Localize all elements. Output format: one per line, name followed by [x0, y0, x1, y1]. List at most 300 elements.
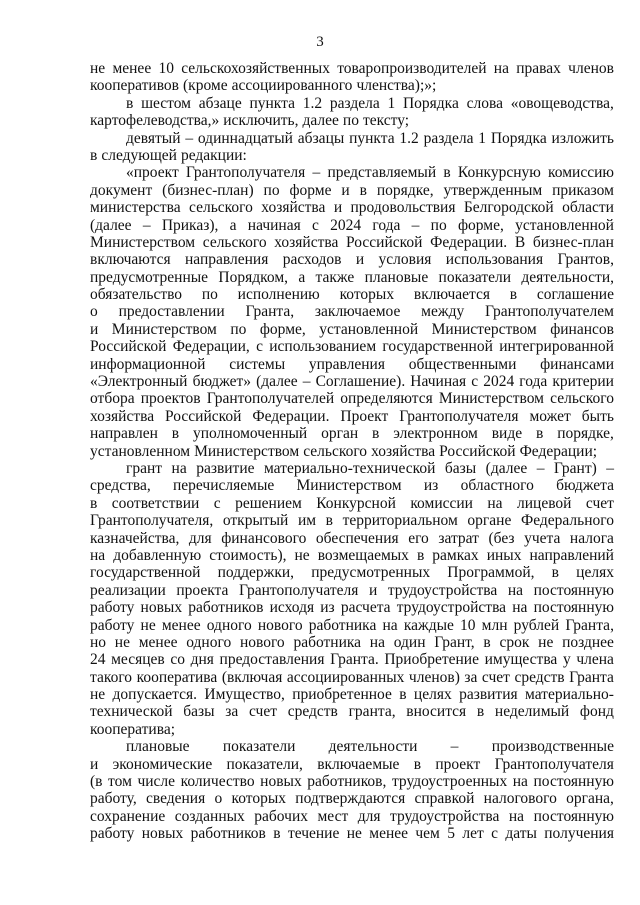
word: Министерством — [296, 477, 402, 495]
word: Программой, — [447, 564, 535, 582]
word: развития — [459, 686, 518, 704]
word: расходов — [282, 251, 342, 269]
word: сельского — [189, 199, 253, 217]
word: – — [536, 459, 545, 477]
word: том — [108, 773, 132, 791]
word: проект — [435, 755, 481, 773]
word: работников — [190, 825, 266, 843]
word: иных — [486, 546, 522, 564]
word: получения — [544, 825, 614, 843]
word: не — [538, 633, 554, 651]
text-line — [90, 651, 614, 668]
word: 1.2 — [302, 94, 323, 112]
word: комиссии — [410, 494, 473, 512]
word: девятый — [126, 129, 181, 147]
word: абзацы — [297, 129, 345, 147]
word: развитие — [196, 459, 255, 477]
word: трудоустроенных — [391, 773, 508, 791]
text-line — [90, 182, 614, 199]
word: предоставлении — [118, 303, 225, 321]
word: абзаце — [198, 94, 242, 112]
word: раздела — [329, 94, 380, 112]
word: года — [519, 373, 548, 391]
word: ассоциированного — [231, 77, 353, 95]
word: Российской — [165, 407, 242, 425]
word: средства, — [90, 477, 151, 495]
text-line — [90, 269, 614, 286]
text-line — [90, 738, 614, 755]
word: Грантополучателем — [485, 303, 614, 321]
word: из — [423, 477, 439, 495]
word: в — [126, 94, 134, 112]
word: в — [483, 633, 491, 651]
word: рамках — [432, 546, 479, 564]
word: млн — [481, 616, 508, 634]
word: – — [411, 216, 420, 234]
word: – — [185, 129, 194, 147]
word: менее — [369, 825, 409, 843]
text-line — [90, 547, 614, 564]
word: менее — [112, 60, 152, 77]
word: начиная — [247, 216, 301, 234]
word: соглашение — [536, 286, 614, 304]
word: работу, — [90, 790, 137, 808]
word: пункта — [349, 129, 395, 147]
word: финансами — [540, 355, 614, 373]
word: постоянную — [533, 581, 614, 599]
text-line — [90, 686, 614, 703]
word: и — [90, 755, 99, 773]
word: (кроме — [183, 77, 228, 95]
word: деятельности, — [521, 268, 614, 286]
word: «Электронный — [90, 373, 188, 391]
word: «овощеводства, — [510, 94, 614, 112]
word: количество — [180, 773, 255, 791]
word: а — [298, 268, 306, 286]
word: на — [171, 459, 187, 477]
text-line — [90, 356, 614, 373]
word: каждые — [403, 616, 454, 634]
word: за — [464, 668, 478, 686]
text-line — [90, 790, 614, 807]
word: на — [382, 616, 398, 634]
word: органе — [467, 512, 512, 530]
word: материально- — [525, 686, 614, 704]
word: Конкурсную — [457, 164, 541, 182]
text-line — [90, 373, 614, 390]
word: финансового — [221, 529, 307, 547]
word: с — [213, 494, 221, 512]
word: по — [342, 112, 359, 130]
word: Грантополучателя — [185, 164, 306, 182]
word: редакции: — [180, 146, 247, 164]
word: работника — [293, 633, 362, 651]
word: «проект — [126, 164, 179, 182]
word: не — [346, 825, 362, 843]
word: им — [297, 512, 317, 530]
word: на — [512, 773, 528, 791]
word: включаются — [90, 251, 171, 269]
word: члена — [576, 651, 614, 669]
word: – — [302, 373, 311, 391]
word: предоставления — [219, 651, 325, 669]
word: бюджета — [556, 477, 614, 495]
word: (включая — [221, 668, 283, 686]
word: быть — [581, 407, 614, 425]
word: интегрированной — [499, 338, 614, 356]
word: базы — [183, 703, 215, 721]
word: (далее — [256, 373, 298, 391]
word: областного — [460, 477, 534, 495]
word: финансов — [550, 320, 614, 338]
word: в — [90, 494, 98, 512]
word: работника — [308, 616, 377, 634]
word: учета — [524, 529, 561, 547]
word: порядке, — [557, 425, 614, 443]
word: членства);»; — [356, 77, 437, 95]
word: орган — [321, 425, 359, 443]
word: в — [536, 425, 544, 443]
word: информационной — [90, 355, 206, 373]
word: Министерством — [431, 320, 537, 338]
word: Порядка — [402, 94, 459, 112]
word: Министерством — [90, 233, 196, 251]
text-line — [90, 512, 614, 529]
word: в — [509, 286, 518, 304]
text-line — [90, 825, 614, 842]
word: со — [170, 651, 185, 669]
word: Грантополучателя — [399, 407, 519, 425]
word: Российской — [90, 338, 167, 356]
word: с — [311, 216, 319, 234]
word: Порядка — [490, 129, 547, 147]
word: обеспечения — [315, 529, 399, 547]
word: шестом — [141, 94, 191, 112]
word: Соглашение). — [315, 373, 406, 391]
word: – — [606, 459, 614, 477]
word: правах — [516, 60, 561, 77]
word: Министерством — [111, 320, 217, 338]
word: раздела — [423, 129, 474, 147]
word: его — [408, 529, 429, 547]
word: управления — [308, 355, 385, 373]
word: проектов — [140, 390, 201, 408]
text-line — [90, 443, 614, 460]
word: налога — [569, 529, 614, 547]
word: области — [562, 199, 614, 217]
word: 1 — [478, 129, 487, 147]
word: гранта, — [348, 703, 396, 721]
text-line — [90, 808, 614, 825]
word: включается — [413, 286, 490, 304]
word: и — [333, 199, 343, 217]
word: по — [201, 286, 218, 304]
word: кооперативов — [90, 77, 179, 95]
word: тексту; — [362, 112, 410, 130]
word: определяются — [340, 390, 433, 408]
word: о — [90, 303, 98, 321]
word: показатели — [222, 738, 296, 756]
word: с — [256, 338, 263, 356]
word: государственной — [90, 564, 201, 582]
word: Гранта, — [565, 616, 614, 634]
word: (далее — [90, 216, 132, 234]
word: бизнес-план — [532, 233, 614, 251]
text-line — [90, 599, 614, 616]
word: производственные — [491, 738, 614, 756]
word: месяцев — [111, 651, 165, 669]
text-line — [90, 217, 614, 234]
word: хозяйства — [274, 233, 339, 251]
word: одного — [186, 633, 232, 651]
text-line — [90, 564, 614, 581]
word: постоянную — [533, 773, 614, 791]
word: картофелеводства,» — [90, 112, 220, 130]
word: Российской — [346, 233, 423, 251]
word: в — [399, 686, 407, 704]
word: 10 — [460, 616, 476, 634]
word: о — [214, 790, 223, 808]
word: в — [551, 564, 559, 582]
text-line — [90, 634, 614, 651]
text-line — [90, 390, 614, 407]
word: решением — [235, 494, 302, 512]
word: виде — [491, 425, 523, 443]
word: сельского — [303, 442, 368, 460]
word: мест — [317, 807, 349, 825]
word: Проект — [340, 407, 389, 425]
word: технической — [90, 703, 173, 721]
document-body — [90, 60, 614, 843]
word: одиннадцатый — [197, 129, 293, 147]
word: из — [320, 599, 335, 617]
word: (без — [488, 529, 515, 547]
word: Имущество, — [204, 686, 285, 704]
word: с — [491, 825, 498, 843]
word: которых — [339, 286, 395, 304]
text-line — [90, 477, 614, 494]
word: не — [90, 60, 106, 77]
text-line — [90, 303, 614, 320]
word: – — [312, 164, 321, 182]
word: рублей — [513, 616, 560, 634]
word: 2024 — [330, 216, 362, 234]
word: постоянную — [533, 807, 614, 825]
word: не — [90, 686, 106, 704]
word: экономические — [112, 755, 213, 773]
word: реализации — [90, 581, 166, 599]
word: срок — [499, 633, 530, 651]
word: Федерации; — [519, 442, 598, 460]
word: хозяйства — [371, 442, 436, 460]
word: для — [188, 529, 212, 547]
word: счет — [248, 703, 277, 721]
word: Гранта. — [330, 651, 379, 669]
word: на — [508, 807, 525, 825]
word: нового — [257, 616, 303, 634]
word: позднее — [562, 633, 614, 651]
word: трудоустройства — [390, 807, 500, 825]
word: форме, — [457, 216, 504, 234]
word: направлений — [529, 546, 614, 564]
word: – — [142, 216, 151, 234]
word: неделимый — [494, 703, 570, 721]
word: на — [487, 494, 503, 512]
word: электронном — [393, 425, 478, 443]
text-line — [90, 147, 614, 164]
word: Грант) — [553, 459, 597, 477]
word: в — [90, 146, 98, 164]
word: Грантополучателя — [494, 755, 614, 773]
word: – — [450, 738, 459, 756]
text-line — [90, 703, 614, 720]
word: также — [315, 268, 355, 286]
word: работу — [90, 599, 135, 617]
word: новых — [260, 773, 302, 791]
text-line — [90, 164, 614, 181]
word: счет — [481, 668, 510, 686]
word: материально-технической — [263, 459, 436, 477]
word: за — [225, 703, 239, 721]
word: Федерации, — [172, 338, 250, 356]
word: Российской — [439, 442, 516, 460]
word: с — [471, 373, 479, 391]
word: не — [294, 546, 310, 564]
word: средств — [514, 668, 565, 686]
word: Федерального — [520, 512, 614, 530]
text-line — [90, 130, 614, 147]
word: показатели, — [226, 755, 303, 773]
word: Министерством — [194, 442, 300, 460]
word: 1.2 — [399, 129, 419, 147]
text-line — [90, 425, 614, 442]
word: по — [230, 320, 247, 338]
word: одного — [206, 616, 252, 634]
word: сельского — [550, 390, 614, 408]
word: допускается. — [112, 686, 198, 704]
word: направлен — [90, 425, 158, 443]
word: подтверждаются — [295, 790, 406, 808]
word: документ — [90, 181, 153, 199]
word: 5 — [447, 825, 455, 843]
word: года — [372, 216, 401, 234]
word: направления — [185, 251, 269, 269]
word: государственной — [382, 338, 493, 356]
word: в — [413, 755, 422, 773]
word: отбора — [90, 390, 135, 408]
word: в — [325, 512, 333, 530]
text-line — [90, 286, 614, 303]
text-line — [90, 77, 614, 94]
word: Начиная — [410, 373, 467, 391]
word: по — [430, 216, 447, 234]
word: в — [273, 825, 281, 843]
word: новых — [141, 825, 184, 843]
word: хозяйства — [261, 199, 326, 217]
word: комиссию — [548, 164, 614, 182]
word: базы — [444, 459, 477, 477]
text-line — [90, 669, 614, 686]
word: и — [341, 181, 350, 199]
text-line — [90, 112, 614, 129]
word: в — [476, 703, 485, 721]
word: один — [393, 633, 426, 651]
word: такого — [90, 668, 133, 686]
word: Федерации. — [430, 233, 508, 251]
word: в — [416, 546, 425, 564]
word: счет — [585, 494, 614, 512]
word: в — [443, 164, 451, 182]
text-line — [90, 773, 614, 790]
word: членов) — [408, 668, 460, 686]
word: далее — [302, 112, 339, 130]
word: стоимость), — [209, 546, 287, 564]
text-line — [90, 408, 614, 425]
word: соответствии — [111, 494, 200, 512]
word: трудоустройства — [387, 581, 498, 599]
word: Грантополучателя, — [90, 512, 214, 530]
word: Грантополучателей — [206, 390, 335, 408]
text-line — [90, 95, 614, 112]
word: на — [507, 581, 523, 599]
word: включаемые — [317, 755, 400, 773]
word: 1 — [387, 94, 396, 112]
word: хозяйства — [90, 407, 155, 425]
word: затрат — [438, 529, 479, 547]
word: кооператива — [136, 668, 218, 686]
word: представляемый — [327, 164, 437, 182]
word: фонд — [579, 703, 614, 721]
word: работу — [90, 825, 135, 843]
word: критерии — [552, 373, 614, 391]
word: расчета — [340, 599, 391, 617]
word: органа, — [566, 790, 614, 808]
text-line — [90, 756, 614, 773]
word: лет — [462, 825, 484, 843]
word: сельского — [202, 233, 267, 251]
word: Гранта, — [245, 303, 295, 321]
word: приказом — [552, 181, 614, 199]
word: дня — [190, 651, 214, 669]
word: исполнению — [237, 286, 320, 304]
word: для — [357, 807, 381, 825]
word: на — [493, 60, 509, 77]
word: общественными — [408, 355, 517, 373]
word: плановые — [126, 738, 190, 756]
word: в — [372, 425, 380, 443]
text-line — [90, 321, 614, 338]
word: проекта — [176, 581, 229, 599]
word: которых — [231, 790, 287, 808]
word: (бизнес-план) — [162, 181, 254, 199]
word: новых — [140, 599, 183, 617]
word: в — [359, 181, 367, 199]
word: заключаемое — [314, 303, 401, 321]
text-line — [90, 617, 614, 634]
word: территориальном — [342, 512, 458, 530]
word: числе — [137, 773, 176, 791]
word: на — [512, 599, 528, 617]
word: работу — [90, 616, 135, 634]
word: кооператива; — [90, 720, 176, 738]
word: и — [90, 320, 99, 338]
word: установленном — [90, 442, 191, 460]
word: справкой — [414, 790, 475, 808]
word: в — [171, 425, 180, 443]
text-line — [90, 582, 614, 599]
word: установленной — [515, 216, 614, 234]
word: и — [355, 251, 365, 269]
